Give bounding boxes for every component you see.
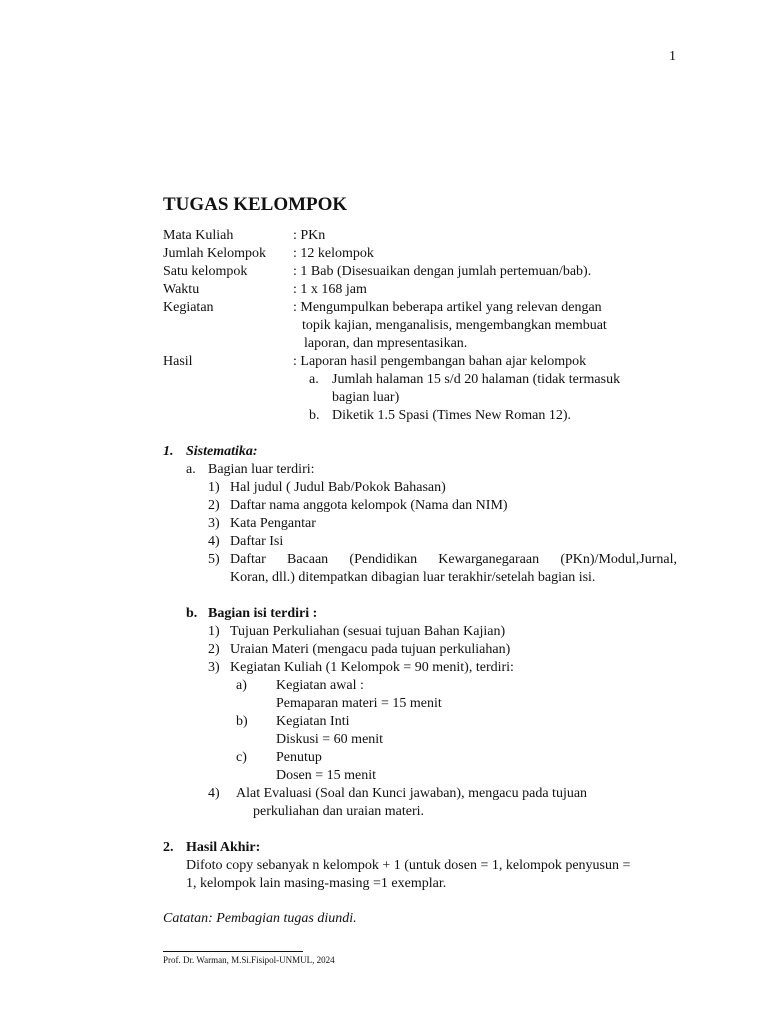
section1-number: 1. xyxy=(163,444,174,459)
info-value-kegiatan: : Mengumpulkan beberapa artikel yang relevan dengan xyxy=(293,300,602,315)
sub-item-marker: c) xyxy=(236,750,247,765)
list-item: Alat Evaluasi (Soal dan Kunci jawaban), mengacu pada tujuan xyxy=(236,786,588,801)
document-title: TUGAS KELOMPOK xyxy=(163,194,348,215)
sub-item-title: Penutup xyxy=(276,750,322,765)
hasil-item-b-marker: b. xyxy=(309,408,320,423)
hasil-item-a-cont: bagian luar) xyxy=(332,390,400,405)
sub-item-marker: a) xyxy=(236,678,247,693)
list-item: Daftar nama anggota kelompok (Nama dan NIM) xyxy=(230,498,508,513)
info-label-waktu: Waktu xyxy=(163,282,200,297)
sub-item-detail: Pemaparan materi = 15 menit xyxy=(276,696,442,711)
section2-line1: Difoto copy sebanyak n kelompok + 1 (untuk dosen = 1, kelompok penyusun = xyxy=(186,858,631,873)
info-value-kegiatan-line2: topik kajian, menganalisis, mengembangkan membuat xyxy=(302,318,607,333)
hasil-item-b-text: Diketik 1.5 Spasi (Times New Roman 12). xyxy=(332,408,572,423)
page-number: 1 xyxy=(669,49,676,64)
section1-heading: Sistematika: xyxy=(186,444,258,459)
list-number: 5) xyxy=(208,552,220,567)
note-text: Catatan: Pembagian tugas diundi. xyxy=(163,911,357,926)
list-item: Tujuan Perkuliahan (sesuai tujuan Bahan Kajian) xyxy=(230,624,506,639)
list-number: 4) xyxy=(208,786,220,801)
section2-heading: Hasil Akhir: xyxy=(186,840,261,855)
info-label-hasil: Hasil xyxy=(163,354,193,369)
list-item: Hal judul ( Judul Bab/Pokok Bahasan) xyxy=(230,480,446,495)
sub-item-title: Kegiatan awal : xyxy=(276,678,364,693)
info-value-jumlah-kelompok: : 12 kelompok xyxy=(293,246,374,261)
list-item: Uraian Materi (mengacu pada tujuan perkuliahan) xyxy=(230,642,511,657)
info-value-satu-kelompok: : 1 Bab (Disesuaikan dengan jumlah pertemuan/bab). xyxy=(293,264,592,279)
info-label-satu-kelompok: Satu kelompok xyxy=(163,264,248,279)
info-value-mata-kuliah: : PKn xyxy=(293,228,326,243)
info-value-waktu: : 1 x 168 jam xyxy=(293,282,367,297)
section2-line2: 1, kelompok lain masing-masing =1 exemplar. xyxy=(186,876,447,891)
section1-a-label: Bagian luar terdiri: xyxy=(208,462,315,477)
list-item: Daftar Isi xyxy=(230,534,284,549)
list-number: 2) xyxy=(208,642,220,657)
info-value-hasil: : Laporan hasil pengembangan bahan ajar kelompok xyxy=(293,354,587,369)
footer-text: Prof. Dr. Warman, M.Si.Fisipol-UNMUL, 2024 xyxy=(163,955,335,965)
list-number: 1) xyxy=(208,624,220,639)
info-label-jumlah-kelompok: Jumlah Kelompok xyxy=(163,246,267,261)
section2-number: 2. xyxy=(163,840,174,855)
sub-item-title: Kegiatan Inti xyxy=(276,714,350,729)
info-label-kegiatan: Kegiatan xyxy=(163,300,214,315)
sub-item-marker: b) xyxy=(236,714,248,729)
hasil-item-a-text: Jumlah halaman 15 s/d 20 halaman (tidak termasuk xyxy=(332,372,621,387)
list-item: Kata Pengantar xyxy=(230,516,316,531)
list-number: 4) xyxy=(208,534,220,549)
sub-item-detail: Diskusi = 60 menit xyxy=(276,732,384,747)
list-number: 2) xyxy=(208,498,220,513)
list-number: 3) xyxy=(208,660,220,675)
list-number: 3) xyxy=(208,516,220,531)
footer-divider xyxy=(163,951,303,952)
section1-a-marker: a. xyxy=(186,462,196,477)
list-item-cont: Koran, dll.) ditempatkan dibagian luar terakhir/setelah bagian isi. xyxy=(230,570,596,585)
hasil-item-a-marker: a. xyxy=(309,372,319,387)
sub-item-detail: Dosen = 15 menit xyxy=(276,768,377,783)
info-value-kegiatan-line3: laporan, dan mpresentasikan. xyxy=(304,336,468,351)
list-item: Kegiatan Kuliah (1 Kelompok = 90 menit), terdiri: xyxy=(230,660,514,675)
info-label-mata-kuliah: Mata Kuliah xyxy=(163,228,234,243)
section1-b-label: Bagian isi terdiri : xyxy=(208,606,318,621)
section1-b-marker: b. xyxy=(186,606,198,621)
list-item: Daftar Bacaan (Pendidikan Kewarganegaraan (PKn)/Modul,Jurnal, xyxy=(230,552,677,567)
list-number: 1) xyxy=(208,480,220,495)
list-item-cont: perkuliahan dan uraian materi. xyxy=(253,804,425,819)
